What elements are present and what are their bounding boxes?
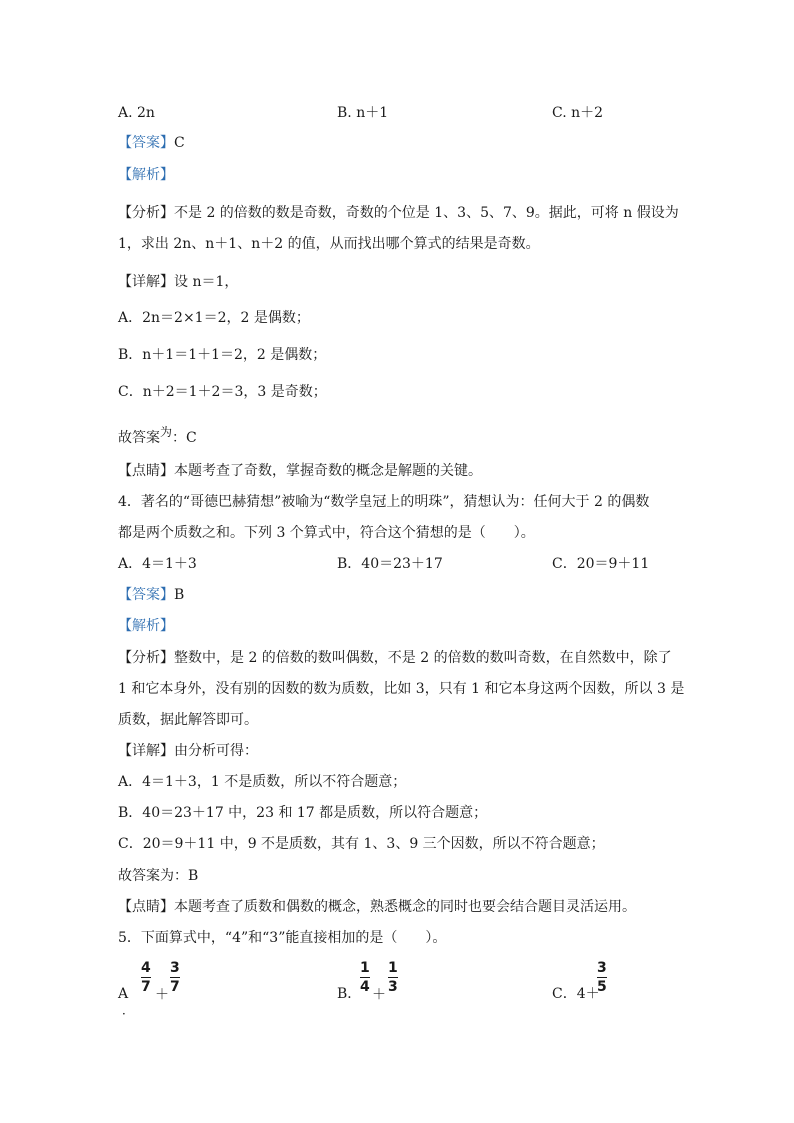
q4-step-c: C．20＝9＋11 中，9 不是质数，其有 1、3、9 三个因数，所以不符合题意； xyxy=(118,836,605,852)
denominator: 3 xyxy=(388,979,398,995)
numerator: 1 xyxy=(360,960,370,976)
q4-dianjing xyxy=(118,897,636,917)
xiangjie-text: 由分析可得： xyxy=(174,743,258,759)
q3-conclusion xyxy=(118,425,197,448)
answer-value: C xyxy=(174,135,185,151)
q3-option-a: A. 2n xyxy=(118,105,155,121)
q3-answer xyxy=(118,133,185,153)
q3-analysis-heading xyxy=(118,165,174,185)
dianjing-tag: 【点睛】 xyxy=(118,899,174,915)
denominator: 4 xyxy=(360,979,370,995)
q4-fenxi-line2: 1 和它本身外，没有别的因数的数为质数，比如 3，只有 1 和它本身这两个因数，所以 3 是 xyxy=(118,681,685,697)
q5-option-c-label: C．4＋ xyxy=(552,986,600,1002)
q4-fenxi-line1 xyxy=(118,648,672,668)
q4-xiangjie xyxy=(118,741,258,761)
fraction-bar xyxy=(597,977,607,978)
q5-c-fraction xyxy=(597,960,607,995)
analysis-tag: 【解析】 xyxy=(118,618,174,634)
q5-b-fraction-1 xyxy=(360,960,370,995)
fenxi-tag: 【分析】 xyxy=(118,650,174,666)
q5-option-a-label: A xyxy=(118,986,129,1002)
answer-tag: 【答案】 xyxy=(118,587,174,603)
q3-xiangjie xyxy=(118,272,238,292)
analysis-tag: 【解析】 xyxy=(118,167,174,183)
conclusion-sup: 为 xyxy=(160,425,173,439)
q4-analysis-heading xyxy=(118,616,174,636)
xiangjie-tag: 【详解】 xyxy=(118,743,174,759)
q4-stem-line1: 4．著名的“哥德巴赫猜想”被喻为“数学皇冠上的明珠”，猜想认为：任何大于 2 的偶数 xyxy=(118,494,650,510)
numerator: 3 xyxy=(597,960,607,976)
numerator: 1 xyxy=(388,960,398,976)
numerator: 4 xyxy=(141,960,151,976)
fenxi-text: 整数中，是 2 的倍数的数叫偶数，不是 2 的倍数的数叫奇数，在自然数中，除了 xyxy=(174,650,672,666)
q5-option-a-dot: ． xyxy=(122,1003,135,1017)
q3-option-c: C. n＋2 xyxy=(552,105,604,121)
q5-a-fraction-1 xyxy=(141,960,151,995)
q3-dianjing xyxy=(118,461,482,481)
fenxi-text: 不是 2 的倍数的数是奇数，奇数的个位是 1、3、5、7、9。据此，可将 n 假设为 xyxy=(174,205,679,221)
q3-step-c: C．n＋2＝1＋2＝3，3 是奇数； xyxy=(118,384,327,400)
q4-option-b: B．40＝23＋17 xyxy=(337,556,443,572)
q4-option-a: A．4＝1＋3 xyxy=(118,556,197,572)
fraction-bar xyxy=(388,977,398,978)
q5-b-plus: ＋ xyxy=(372,987,386,1003)
q5-b-fraction-2 xyxy=(388,960,398,995)
dianjing-text: 本题考查了质数和偶数的概念，熟悉概念的同时也要会结合题目灵活运用。 xyxy=(174,899,636,915)
q3-option-b: B. n＋1 xyxy=(337,105,389,121)
q4-conclusion: 故答案为：B xyxy=(118,868,199,884)
q5-option-b-label: B． xyxy=(337,986,362,1002)
conclusion-post: ：C xyxy=(172,430,197,446)
fraction-bar xyxy=(360,977,370,978)
q4-stem-line2: 都是两个质数之和。下列 3 个算式中，符合这个猜想的是（ ）。 xyxy=(118,525,535,541)
xiangjie-tag: 【详解】 xyxy=(118,274,174,290)
q5-stem: 5．下面算式中，“4”和“3”能直接相加的是（ ）。 xyxy=(118,930,447,946)
q4-step-a: A．4＝1＋3，1 不是质数，所以不符合题意； xyxy=(118,774,407,790)
q3-step-b: B．n＋1＝1＋1＝2，2 是偶数； xyxy=(118,347,327,363)
q4-step-b: B．40＝23＋17 中，23 和 17 都是质数，所以符合题意； xyxy=(118,805,488,821)
dianjing-tag: 【点睛】 xyxy=(118,463,174,479)
denominator: 7 xyxy=(170,979,180,995)
dianjing-text: 本题考查了奇数，掌握奇数的概念是解题的关键。 xyxy=(174,463,482,479)
q3-step-a: A．2n＝2×1＝2，2 是偶数； xyxy=(118,310,310,326)
q4-option-c: C．20＝9＋11 xyxy=(552,556,650,572)
conclusion-pre: 故答案 xyxy=(118,430,160,446)
fenxi-tag: 【分析】 xyxy=(118,205,174,221)
denominator: 7 xyxy=(141,979,151,995)
q5-a-fraction-2 xyxy=(170,960,180,995)
numerator: 3 xyxy=(170,960,180,976)
q3-fenxi-line2: 1，求出 2n、n＋1、n＋2 的值，从而找出哪个算式的结果是奇数。 xyxy=(118,236,540,252)
answer-value: B xyxy=(174,587,185,603)
q5-a-plus: ＋ xyxy=(155,987,169,1003)
answer-tag: 【答案】 xyxy=(118,135,174,151)
fraction-bar xyxy=(170,977,180,978)
xiangjie-text: 设 n＝1， xyxy=(174,274,239,290)
q3-fenxi-line1 xyxy=(118,203,679,223)
q4-answer xyxy=(118,585,184,605)
q4-fenxi-line3: 质数，据此解答即可。 xyxy=(118,712,258,728)
denominator: 5 xyxy=(597,979,607,995)
fraction-bar xyxy=(141,977,151,978)
